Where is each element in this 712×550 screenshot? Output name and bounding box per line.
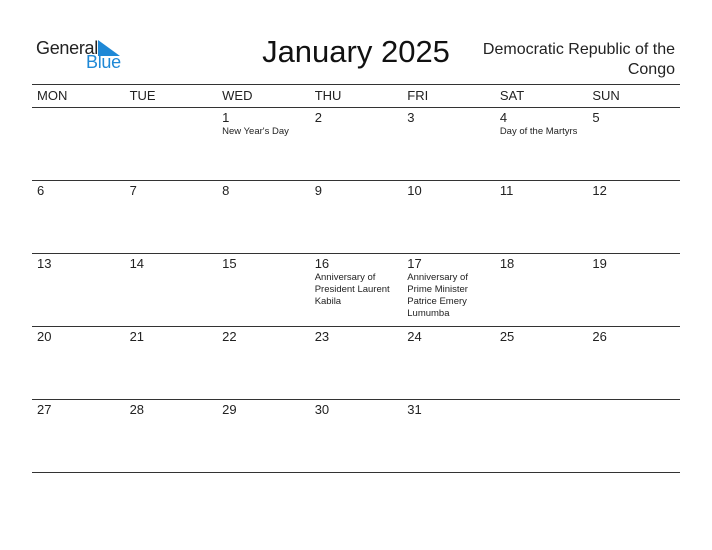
weekday-sat: SAT (499, 88, 525, 103)
day-number: 22 (222, 329, 237, 344)
holiday-label: Anniversary of President Laurent Kabila (314, 272, 390, 307)
day-number: 28 (129, 402, 145, 417)
day-number: 7 (129, 183, 137, 198)
day-cell (587, 400, 680, 472)
day-cell (125, 327, 218, 399)
day-number: 19 (592, 256, 607, 271)
weekday-fri: FRI (407, 88, 429, 103)
day-cell (310, 108, 403, 180)
day-cell (217, 254, 310, 326)
day-cell (310, 181, 403, 253)
week-row (32, 400, 680, 473)
day-number: 17 (407, 256, 422, 271)
holiday-label: New Year's Day (222, 126, 289, 137)
day-cell (32, 181, 125, 253)
day-number: 20 (37, 329, 52, 344)
day-cell (125, 400, 218, 472)
day-number: 18 (499, 256, 515, 271)
day-cell (402, 108, 495, 180)
day-number: 24 (407, 329, 422, 344)
day-cell (587, 327, 680, 399)
holiday-label: Day of the Martyrs (499, 126, 578, 137)
weekday-tue: TUE (129, 88, 156, 103)
weekday-wed: WED (222, 88, 253, 103)
day-number: 1 (222, 110, 230, 125)
day-cell (310, 254, 403, 326)
day-cell (402, 327, 495, 399)
day-number: 14 (129, 256, 145, 271)
day-cell (495, 254, 588, 326)
country-name: Democratic Republic of the Congo (482, 41, 675, 78)
day-number: 10 (407, 183, 422, 198)
week-row (32, 327, 680, 400)
day-cell (217, 181, 310, 253)
day-number: 4 (499, 110, 508, 125)
day-number: 23 (314, 329, 330, 344)
weeks-container (32, 108, 680, 473)
day-cell (310, 400, 403, 472)
day-cell (587, 181, 680, 253)
day-number: 12 (592, 183, 607, 198)
day-number: 2 (314, 110, 322, 125)
day-cell (587, 108, 680, 180)
day-cell (32, 254, 125, 326)
day-number: 27 (37, 402, 52, 417)
day-number: 6 (37, 183, 45, 198)
holiday-label: Anniversary of Prime Minister Patrice Emery Lumumba (407, 272, 468, 319)
day-number: 16 (314, 256, 330, 271)
logo-word-general: General (36, 38, 98, 58)
day-cell (587, 254, 680, 326)
weekday-header (32, 84, 680, 108)
week-row (32, 108, 680, 181)
day-cell (125, 181, 218, 253)
day-cell (495, 327, 588, 399)
weekday-thu: THU (314, 88, 342, 103)
logo-word-blue: Blue (86, 52, 121, 72)
day-number: 31 (407, 402, 422, 417)
week-row (32, 254, 680, 327)
day-cell (32, 327, 125, 399)
day-number: 11 (499, 183, 514, 198)
day-cell (402, 400, 495, 472)
day-cell (32, 108, 125, 180)
day-cell (217, 400, 310, 472)
weekday-sun: SUN (592, 88, 620, 103)
day-cell (495, 108, 588, 180)
day-cell (495, 400, 588, 472)
day-cell (495, 181, 588, 253)
day-number: 26 (592, 329, 607, 344)
day-cell (217, 108, 310, 180)
page-title: January 2025 (262, 34, 450, 69)
day-cell (32, 400, 125, 472)
day-number: 3 (407, 110, 415, 125)
calendar-grid (32, 84, 680, 473)
day-cell (402, 181, 495, 253)
day-number: 8 (222, 183, 230, 198)
day-number: 13 (37, 256, 52, 271)
day-number: 21 (129, 329, 145, 344)
day-number: 25 (499, 329, 515, 344)
day-number: 5 (592, 110, 600, 125)
week-row (32, 181, 680, 254)
day-cell (217, 327, 310, 399)
day-cell (310, 327, 403, 399)
day-cell (125, 254, 218, 326)
day-cell (402, 254, 495, 326)
day-number: 29 (222, 402, 237, 417)
day-number: 30 (314, 402, 330, 417)
day-number: 9 (314, 183, 322, 198)
day-cell (125, 108, 218, 180)
weekday-mon: MON (37, 88, 68, 103)
day-number: 15 (222, 256, 237, 271)
